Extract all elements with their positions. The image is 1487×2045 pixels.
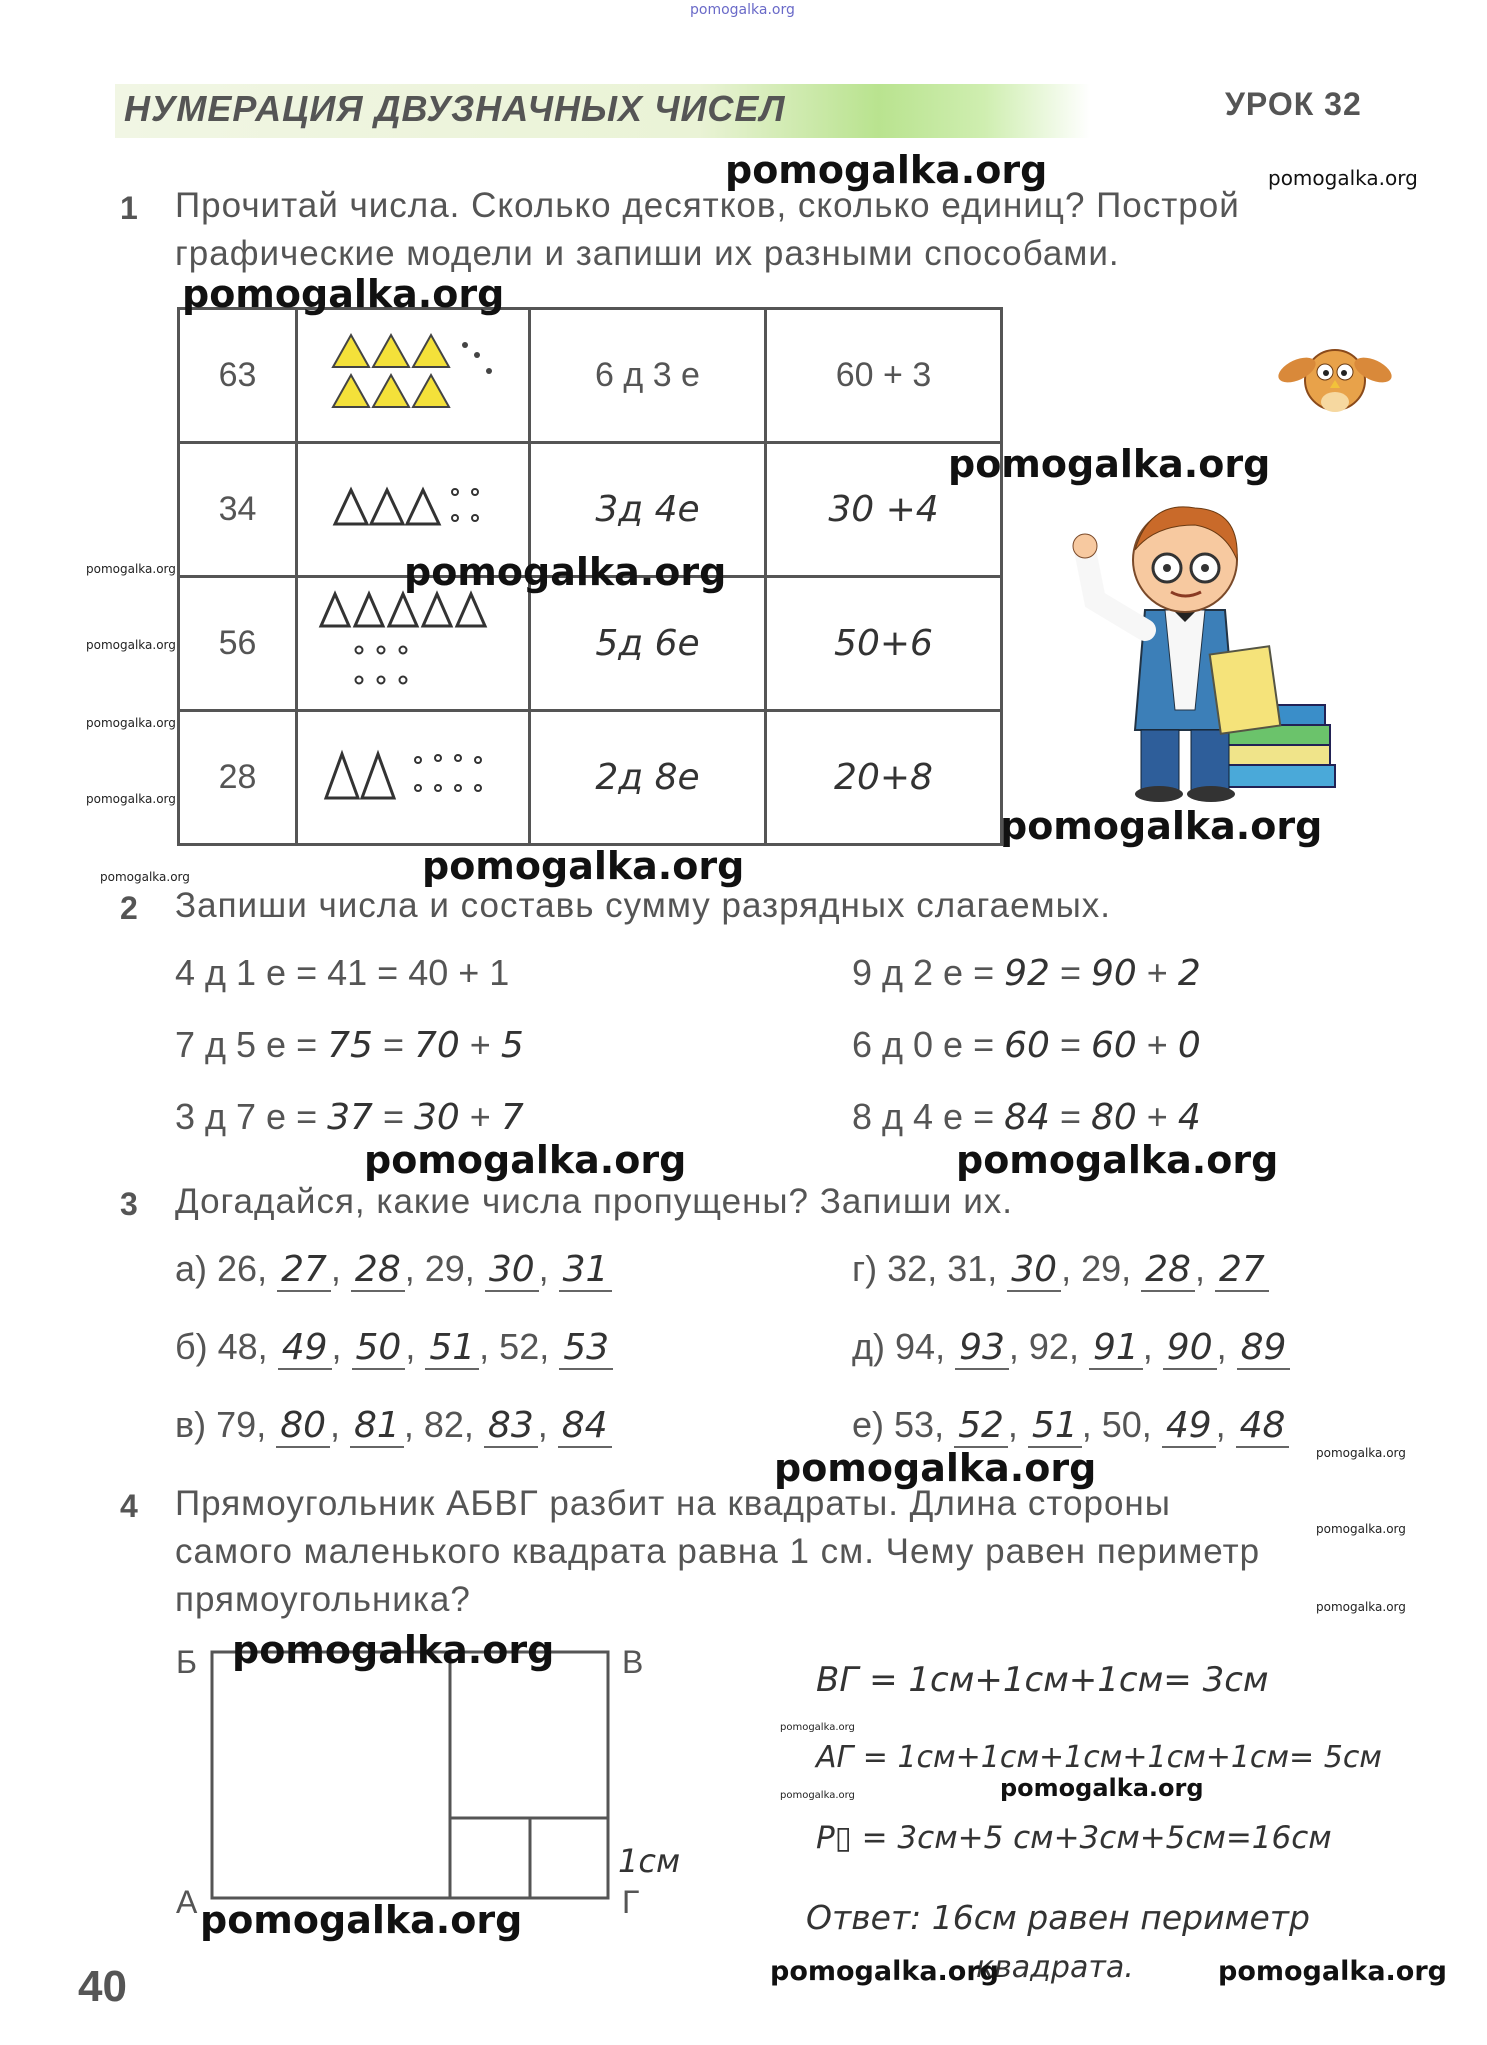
graphic-model-28	[318, 740, 508, 810]
boy-illustration	[1055, 480, 1355, 810]
expr-tens: 30	[413, 1097, 460, 1138]
sequence-row: в) 79, 80 , 81 , 82, 83 , 84	[175, 1404, 612, 1448]
sequence-answer: 49	[278, 1327, 332, 1370]
vertex-b-label: Б	[176, 1644, 197, 1680]
watermark: pomogalka.org	[956, 1138, 1279, 1182]
watermark-small: pomogalka.org	[86, 638, 176, 652]
graphic-model-cell	[297, 711, 530, 845]
sequence-label: д)	[852, 1326, 885, 1367]
expr-units: 4	[1177, 1097, 1201, 1138]
sequence-answer: 91	[1089, 1327, 1143, 1370]
sequence-answer: 49	[1162, 1405, 1216, 1448]
sequence-answer: 81	[350, 1405, 404, 1448]
sequence-given: 94	[895, 1326, 936, 1367]
sequence-answer: 89	[1237, 1327, 1291, 1370]
expr-units: 5	[500, 1025, 524, 1066]
sequence-given: 79	[216, 1404, 257, 1445]
tens-units-cell: 2д 8е	[530, 711, 766, 845]
table-row	[179, 577, 1002, 711]
expr-prefix: 3 д 7 е =	[175, 1096, 318, 1137]
watermark: pomogalka.org	[232, 1628, 555, 1672]
task-4-number: 4	[120, 1488, 138, 1524]
rectangle-diagram	[210, 1650, 610, 1900]
watermark-small: pomogalka.org	[100, 870, 190, 884]
sequence-answer: 52	[954, 1405, 1008, 1448]
solution-line-1: ВГ = 1см+1см+1см= 3см	[816, 1660, 1269, 1700]
expr-prefix: 7 д 5 е =	[175, 1024, 318, 1065]
number-cell: 63	[179, 309, 297, 443]
owl-illustration	[1275, 330, 1395, 420]
graphic-model-34	[323, 472, 503, 542]
sequence-answer: 48	[1236, 1405, 1290, 1448]
vertex-g-label: Г	[622, 1884, 640, 1920]
sequence-given: 92	[1028, 1326, 1069, 1367]
watermark-small: pomogalka.org	[1316, 1600, 1406, 1614]
task-3-text: Догадайся, какие числа пропущены? Запиши их.	[175, 1182, 1013, 1221]
number-cell: 28	[179, 711, 297, 845]
expr-units: 7	[500, 1097, 524, 1138]
tens-units-cell: 5д 6е	[530, 577, 766, 711]
sequence-given: 82	[423, 1404, 464, 1445]
expr-units: 1	[489, 952, 510, 993]
watermark: pomogalka.org	[1218, 1956, 1447, 1987]
watermark: pomogalka.org	[948, 442, 1271, 486]
sequence-answer: 51	[425, 1327, 479, 1370]
watermark-small: pomogalka.org	[780, 1790, 855, 1801]
table-row	[179, 309, 1002, 443]
sequence-answer: 27	[277, 1249, 331, 1292]
watermark: pomogalka.org	[182, 272, 505, 316]
watermark-small: pomogalka.org	[86, 562, 176, 576]
watermark: pomogalka.org	[200, 1898, 523, 1942]
top-watermark: pomogalka.org	[690, 2, 795, 18]
task2-right-row-2: 6 д 0 е = 60 = 60 + 0	[852, 1024, 1201, 1066]
sequence-given: 26	[217, 1248, 258, 1289]
sequence-given: 32	[887, 1248, 928, 1289]
task2-right-row-1: 9 д 2 е = 92 = 90 + 2	[852, 952, 1201, 994]
expr-tens: 90	[1090, 953, 1137, 994]
task2-right-row-3: 8 д 4 е = 84 = 80 + 4	[852, 1096, 1201, 1138]
table-row	[179, 711, 1002, 845]
expr-prefix: 6 д 0 е =	[852, 1024, 995, 1065]
sequence-given: 48	[217, 1326, 258, 1367]
watermark-small: pomogalka.org	[86, 716, 176, 730]
sequence-label: г)	[852, 1248, 878, 1289]
sequence-answer: 93	[955, 1327, 1009, 1370]
sequence-label: е)	[852, 1404, 885, 1445]
sequence-given: 29	[1081, 1248, 1122, 1289]
expr-number: 92	[1004, 953, 1050, 994]
graphic-model-56	[313, 586, 513, 696]
expr-units: 0	[1177, 1025, 1201, 1066]
sequence-row: д) 94, 93 , 92, 91 , 90 , 89	[852, 1326, 1290, 1370]
sequence-label: а)	[175, 1248, 208, 1289]
sequence-answer: 80	[276, 1405, 330, 1448]
task-2-text: Запиши числа и составь сумму разрядных слагаемых.	[175, 886, 1111, 925]
sequence-answer: 28	[1141, 1249, 1195, 1292]
sequence-answer: 83	[484, 1405, 538, 1448]
task-1-text-line2: графические модели и запиши их разными способами.	[175, 234, 1120, 273]
watermark: pomogalka.org	[364, 1138, 687, 1182]
watermark: pomogalka.org	[422, 844, 745, 888]
sequence-row: г) 32, 31, 30 , 29, 28 , 27	[852, 1248, 1269, 1292]
graphic-model-63	[323, 323, 503, 423]
task-2-number: 2	[120, 890, 138, 926]
expr-tens: 80	[1090, 1097, 1137, 1138]
sequence-answer: 84	[558, 1405, 612, 1448]
page-number: 40	[78, 1962, 127, 2011]
sequence-label: б)	[175, 1326, 208, 1367]
sequence-row: е) 53, 52 , 51 , 50, 49 , 48	[852, 1404, 1289, 1448]
task-3-number: 3	[120, 1186, 138, 1222]
watermark: pomogalka.org	[725, 148, 1048, 192]
solution-line-3: Р▯ = 3см+5 см+3см+5см=16см	[816, 1820, 1332, 1856]
expr-number: 60	[1004, 1025, 1050, 1066]
task2-left-row-2: 7 д 5 е = 75 = 70 + 5	[175, 1024, 524, 1066]
tens-units-cell: 3д 4е	[530, 443, 766, 577]
page-title: НУМЕРАЦИЯ ДВУЗНАЧНЫХ ЧИСЕЛ	[124, 88, 786, 129]
expr-prefix: 9 д 2 е =	[852, 952, 995, 993]
task-4-text-line1: Прямоугольник АБВГ разбит на квадраты. Длина стороны	[175, 1484, 1171, 1523]
sequence-given: 50	[1101, 1404, 1142, 1445]
watermark: pomogalka.org	[774, 1446, 1097, 1490]
graphic-model-cell	[297, 577, 530, 711]
sequence-answer: 27	[1215, 1249, 1269, 1292]
expr-number: 41	[327, 952, 368, 993]
sequence-answer: 28	[351, 1249, 405, 1292]
sequence-given: 53	[894, 1404, 935, 1445]
sequence-answer: 30	[1007, 1249, 1061, 1292]
sum-cell: 20+8	[766, 711, 1002, 845]
watermark: pomogalka.org	[404, 550, 727, 594]
sequence-answer: 51	[1028, 1405, 1082, 1448]
solution-line-2: АГ = 1см+1см+1см+1см+1см= 5см	[816, 1740, 1382, 1775]
watermark-small: pomogalka.org	[1316, 1446, 1406, 1460]
expr-tens: 60	[1090, 1025, 1137, 1066]
task-1-text-line1: Прочитай числа. Сколько десятков, сколько единиц? Построй	[175, 186, 1240, 225]
sequence-given: 52	[499, 1326, 540, 1367]
vertex-v-label: В	[622, 1644, 644, 1680]
sequence-answer: 31	[559, 1249, 613, 1292]
sequence-answer: 90	[1163, 1327, 1217, 1370]
solution-answer-line-1: Ответ: 16см равен периметр	[806, 1898, 1310, 1937]
solution-answer-line-2: квадрата.	[976, 1950, 1134, 1985]
task-1-number: 1	[120, 190, 138, 226]
sequence-answer: 50	[352, 1327, 406, 1370]
sequence-answer: 53	[559, 1327, 613, 1370]
sum-cell: 50+6	[766, 577, 1002, 711]
watermark: pomogalka.org	[770, 1956, 999, 1987]
task2-left-row-3: 3 д 7 е = 37 = 30 + 7	[175, 1096, 524, 1138]
expr-prefix: 8 д 4 е =	[852, 1096, 995, 1137]
sequence-label: в)	[175, 1404, 207, 1445]
expr-number: 84	[1004, 1097, 1050, 1138]
tens-units-cell: 6 д 3 е	[530, 309, 766, 443]
expr-units: 2	[1177, 953, 1201, 994]
watermark-small: pomogalka.org	[1316, 1522, 1406, 1536]
task2-left-row-1: 4 д 1 е = 41 = 40 + 1	[175, 952, 510, 993]
watermark: pomogalka.org	[1268, 166, 1418, 190]
side-length-label: 1см	[618, 1842, 681, 1880]
number-cell: 34	[179, 443, 297, 577]
watermark-small: pomogalka.org	[86, 792, 176, 806]
lesson-label: УРОК 32	[1225, 86, 1362, 122]
sequence-answer: 30	[485, 1249, 539, 1292]
watermark: pomogalka.org	[1000, 804, 1323, 848]
task-4-text-line2: самого маленького квадрата равна 1 см. Чему равен периметр	[175, 1532, 1261, 1571]
sum-cell: 30 +4	[766, 443, 1002, 577]
watermark-small: pomogalka.org	[780, 1722, 855, 1733]
watermark: pomogalka.org	[1000, 1774, 1204, 1802]
expr-tens: 40	[408, 952, 449, 993]
task-4-text-line3: прямоугольника?	[175, 1580, 471, 1619]
expr-number: 37	[327, 1097, 373, 1138]
sequence-row: б) 48, 49 , 50 , 51 , 52, 53	[175, 1326, 613, 1370]
sequence-given: 29	[424, 1248, 465, 1289]
expr-number: 75	[327, 1025, 373, 1066]
expr-tens: 70	[413, 1025, 460, 1066]
vertex-a-label: А	[176, 1884, 198, 1920]
sum-cell: 60 + 3	[766, 309, 1002, 443]
expr-prefix: 4 д 1 е =	[175, 952, 318, 993]
graphic-model-cell	[297, 309, 530, 443]
sequence-row: а) 26, 27 , 28 , 29, 30 , 31	[175, 1248, 612, 1292]
sequence-given: 31	[947, 1248, 988, 1289]
number-cell: 56	[179, 577, 297, 711]
